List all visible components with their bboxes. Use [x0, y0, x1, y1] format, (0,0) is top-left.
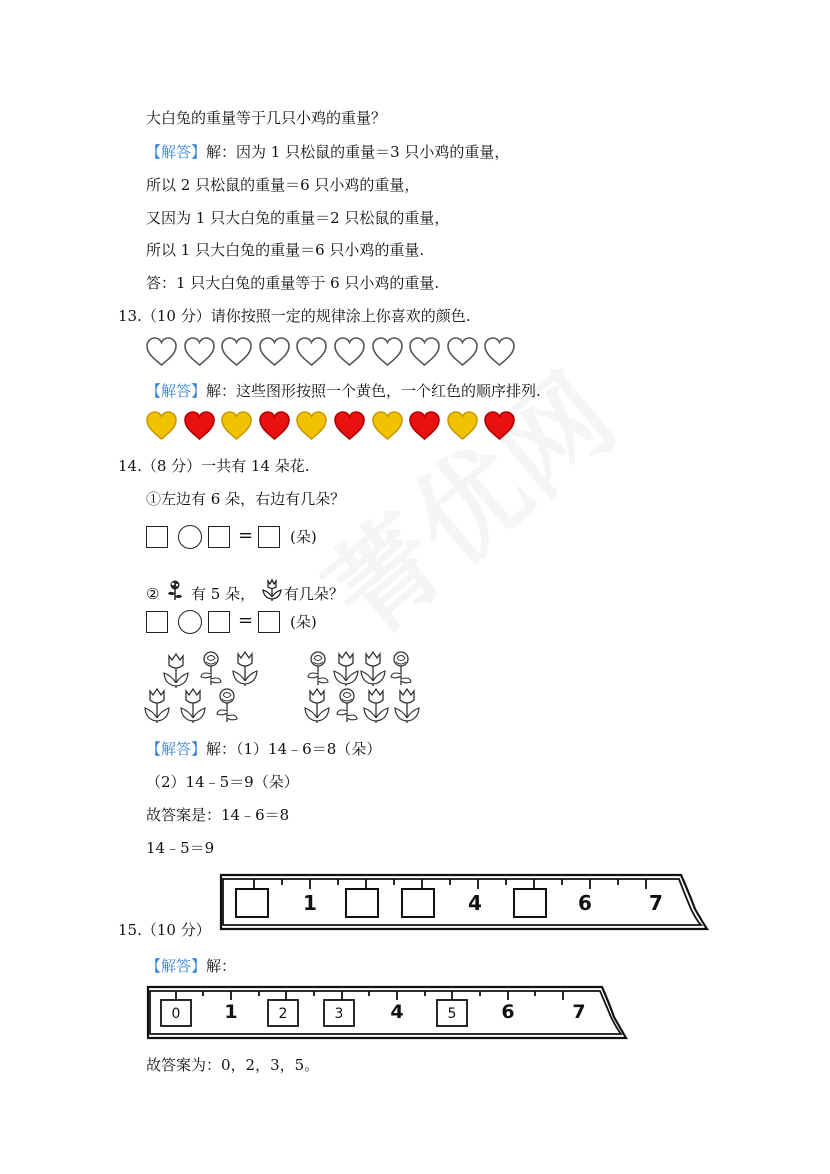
blank-number-box — [514, 889, 546, 917]
unit-label: (朵) — [290, 613, 317, 631]
answer-box — [208, 526, 230, 548]
red-heart-icon — [258, 410, 291, 442]
q15-answer: 【解答】解： — [146, 957, 237, 975]
filled-number: 3 — [334, 1006, 344, 1022]
q15-conclusion: 故答案为：0，2，3，5。 — [146, 1056, 320, 1074]
filled-number: 0 — [171, 1006, 181, 1022]
filled-number: 5 — [447, 1006, 457, 1022]
blank-heart-icon — [483, 336, 516, 368]
ruler-number: 1 — [303, 891, 317, 915]
blank-heart-icon — [258, 336, 291, 368]
yellow-heart-icon — [295, 410, 328, 442]
blank-heart-icon — [446, 336, 479, 368]
flowers-illustration — [143, 650, 433, 730]
q12-answer-line-1: 【解答】解：因为 1 只松鼠的重量＝3 只小鸡的重量， — [146, 143, 510, 161]
q14-answer-line-4: 14﹣5＝9 — [146, 839, 215, 857]
yellow-heart-icon — [446, 410, 479, 442]
answer-tag: 【解答】 — [146, 382, 207, 400]
q12-answer-line-2: 所以 2 只松鼠的重量＝6 只小鸡的重量， — [146, 176, 420, 194]
answer-box — [146, 526, 168, 548]
equals-sign: = — [238, 525, 254, 546]
q12-question: 大白兔的重量等于几只小鸡的重量？ — [146, 109, 387, 127]
red-heart-icon — [183, 410, 216, 442]
red-heart-icon — [408, 410, 441, 442]
ruler-number: 6 — [578, 891, 592, 915]
ruler-number: 7 — [572, 1001, 586, 1023]
ruler-number: 7 — [649, 891, 663, 915]
ruler-number: 4 — [468, 891, 482, 915]
ruler-number: 6 — [501, 1001, 515, 1023]
yellow-heart-icon — [145, 410, 178, 442]
answer-box — [146, 611, 168, 633]
operator-circle — [178, 525, 202, 549]
yellow-heart-icon — [220, 410, 253, 442]
red-heart-icon — [483, 410, 516, 442]
red-heart-icon — [333, 410, 366, 442]
yellow-heart-icon — [371, 410, 404, 442]
blank-heart-icon — [145, 336, 178, 368]
colored-hearts-row — [145, 410, 521, 442]
blank-number-box — [402, 889, 434, 917]
answer-box — [208, 611, 230, 633]
blank-heart-icon — [408, 336, 441, 368]
operator-circle — [178, 610, 202, 634]
rose-icon — [164, 579, 186, 601]
ruler-number: 4 — [390, 1001, 404, 1023]
blank-heart-icon — [371, 336, 404, 368]
blank-heart-icon — [183, 336, 216, 368]
blank-heart-icon — [295, 336, 328, 368]
q14-sub1: ①左边有 6 朵，右边有几朵？ — [146, 490, 346, 508]
q13-answer: 【解答】解：这些图形按照一个黄色，一个红色的顺序排列. — [146, 382, 541, 400]
q14-title: 14.（8 分）一共有 14 朵花. — [118, 457, 310, 475]
unit-label: (朵) — [290, 528, 317, 546]
answer-tag: 【解答】 — [146, 143, 207, 161]
blank-heart-icon — [333, 336, 366, 368]
q12-answer-line-4: 所以 1 只大白兔的重量＝6 只小鸡的重量. — [146, 241, 425, 259]
q14-answer-line-3: 故答案是：14﹣6＝8 — [146, 806, 290, 824]
q15-title: 15.（10 分） — [118, 921, 211, 939]
equals-sign: = — [238, 610, 254, 631]
q14-answer-line-2: （2）14﹣5＝9（朵） — [146, 773, 299, 791]
answer-tag: 【解答】 — [146, 740, 207, 758]
q14-sub2: ② 有 5 朵， 有几朵？ — [146, 578, 344, 604]
filled-number: 2 — [278, 1006, 288, 1022]
answer-ruler — [146, 983, 628, 1041]
answer-box — [258, 526, 280, 548]
blank-number-box — [236, 889, 268, 917]
q12-answer-line-3: 又因为 1 只大白兔的重量＝2 只松鼠的重量， — [146, 209, 450, 227]
blank-number-box — [346, 889, 378, 917]
question-ruler — [219, 871, 709, 933]
ruler-number: 1 — [224, 1001, 238, 1023]
blank-heart-icon — [220, 336, 253, 368]
answer-box — [258, 611, 280, 633]
q12-answer-line-5: 答：1 只大白兔的重量等于 6 只小鸡的重量. — [146, 274, 440, 292]
blank-hearts-row — [145, 336, 521, 368]
tulip-icon — [260, 578, 284, 602]
answer-tag: 【解答】 — [146, 957, 207, 975]
q13-title: 13.（10 分）请你按照一定的规律涂上你喜欢的颜色. — [118, 307, 471, 325]
q14-answer-line-1: 【解答】解：（1）14﹣6＝8（朵） — [146, 740, 382, 758]
